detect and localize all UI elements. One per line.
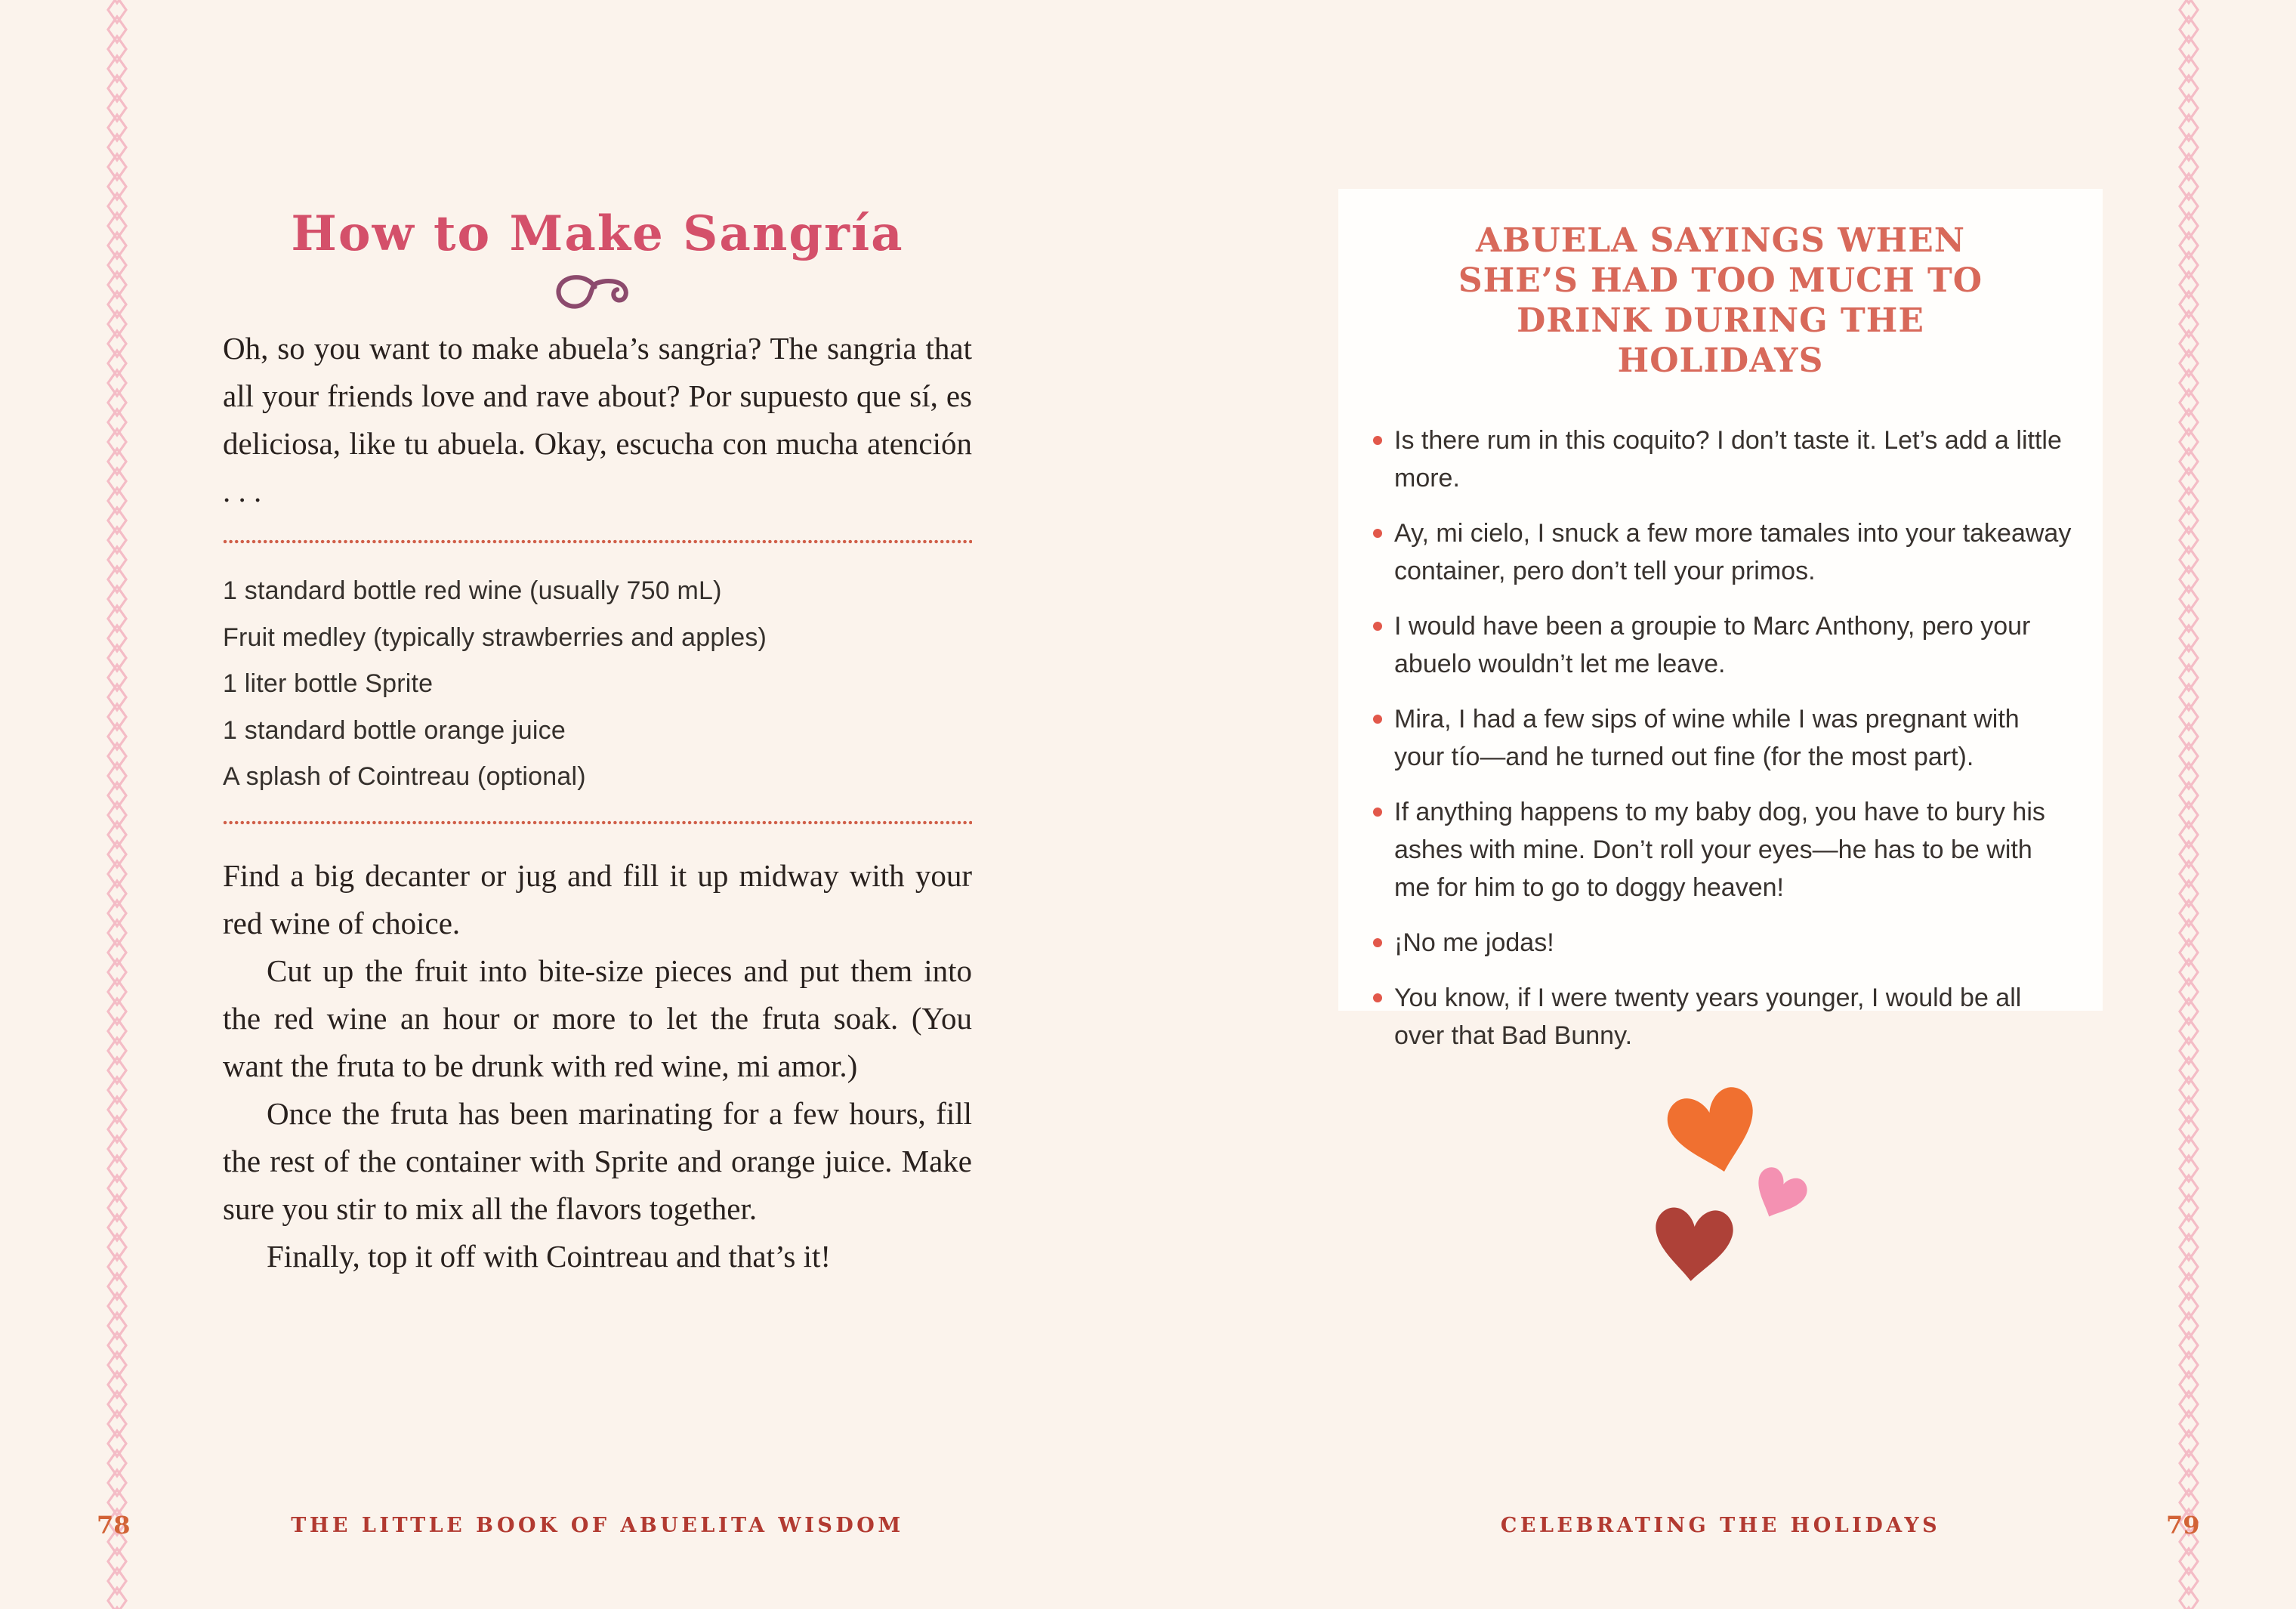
sayings-list — [1373, 422, 2073, 1055]
running-title-left: THE LITTLE BOOK OF ABUELITA WISDOM — [291, 1514, 904, 1537]
page-number-left: 78 — [97, 1511, 131, 1540]
saying-item — [1373, 979, 2073, 1055]
bullet-dot-icon — [1373, 808, 1382, 817]
instruction-paragraph: Cut up the fruit into bite-size pieces and put them into the red wine an hour or more to let the fruta soak. (You want the fruta to be drunk with red wine, mi amor.) — [223, 953, 972, 1083]
saying-text: I would have been a groupie to Marc Anthony, pero your abuelo wouldn’t let me leave. — [1394, 612, 2031, 678]
saying-text: Is there rum in this coquito? I don’t taste it. Let’s add a little more. — [1394, 426, 2062, 493]
page-number-right: 79 — [2166, 1511, 2200, 1540]
left-page — [223, 0, 972, 1609]
ingredient-item: 1 standard bottle orange juice — [223, 715, 566, 745]
ingredient-item: Fruit medley (typically strawberries and apples) — [223, 622, 767, 652]
saying-text: You know, if I were twenty years younger, I would be all over that Bad Bunny. — [1394, 984, 2022, 1050]
ingredient-item: A splash of Cointreau (optional) — [223, 762, 586, 791]
saying-item — [1373, 422, 2073, 497]
ingredient-item: 1 standard bottle red wine (usually 750 mL) — [223, 576, 722, 605]
bullet-dot-icon — [1373, 622, 1382, 631]
saying-text: Mira, I had a few sips of wine while I was pregnant with your tío—and he turned out fine (for the most part). — [1394, 705, 2020, 771]
saying-item — [1373, 700, 2073, 776]
dotted-divider — [223, 820, 972, 825]
instruction-paragraph: Once the fruta has been marinating for a few hours, fill the rest of the container with Sprite and orange juice. Make sure you stir to mix all the flavors together. — [223, 1096, 972, 1226]
instruction-paragraph: Find a big decanter or jug and fill it up midway with your red wine of choice. — [223, 858, 972, 940]
left-diamond-border-icon — [106, 0, 128, 1609]
recipe-title: How to Make Sangría — [291, 205, 904, 262]
saying-text: If anything happens to my baby dog, you have to bury his ashes with mine. Don’t roll your eyes—he has to be with me for him to go to doggy heaven! — [1394, 798, 2045, 902]
intro-paragraph: Oh, so you want to make abuela’s sangria? The sangria that all your friends love and rave about? Por supuesto que sí, es deliciosa, like tu abuela. Okay, escucha con mucha atención . . . — [223, 331, 972, 508]
bullet-dot-icon — [1373, 993, 1382, 1002]
sayings-box-title: ABUELA SAYINGS WHEN SHE’S HAD TOO MUCH TO DRINK DURING THE HOLIDAYS — [1458, 221, 1983, 380]
right-diamond-border-icon — [2177, 0, 2200, 1609]
bullet-dot-icon — [1373, 938, 1382, 947]
saying-item — [1373, 924, 2073, 962]
bullet-dot-icon — [1373, 529, 1382, 538]
saying-text: ¡No me jodas! — [1394, 928, 1554, 957]
dark-red-heart-icon — [1645, 1197, 1742, 1293]
saying-item — [1373, 514, 2073, 590]
dotted-divider — [223, 539, 972, 544]
ingredient-item: 1 liter bottle Sprite — [223, 669, 434, 698]
bullet-dot-icon — [1373, 715, 1382, 724]
running-title-right: CELEBRATING THE HOLIDAYS — [1500, 1514, 1941, 1537]
sayings-box — [1338, 189, 2103, 1050]
saying-item — [1373, 793, 2073, 906]
swirl-flourish-icon — [551, 269, 643, 323]
instructions — [223, 852, 972, 1280]
instruction-paragraph: Finally, top it off with Cointreau and that’s it! — [267, 1239, 832, 1274]
ingredient-list — [223, 568, 972, 801]
bullet-dot-icon — [1373, 436, 1382, 445]
saying-item — [1373, 607, 2073, 683]
hearts-illustration — [1646, 1076, 1843, 1318]
saying-text: Ay, mi cielo, I snuck a few more tamales into your takeaway container, pero don’t tell your primos. — [1394, 519, 2072, 585]
